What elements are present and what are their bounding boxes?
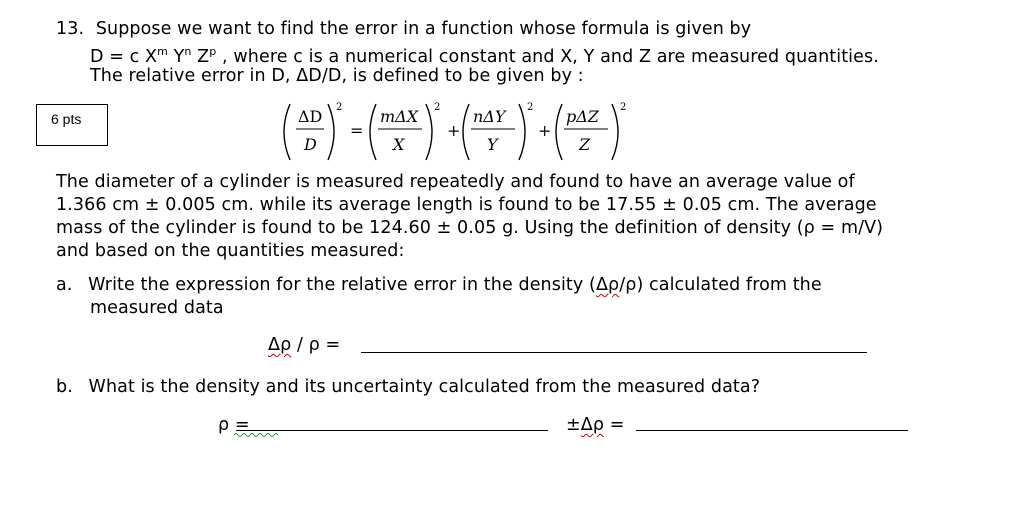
term2-denominator: Y	[487, 135, 498, 154]
density-answer-blank[interactable]	[236, 430, 548, 431]
relative-error-definition: The relative error in D, ΔD/D, is defined to be given by :	[90, 66, 584, 86]
part-b-question: b. What is the density and its uncertainty calculated from the measured data?	[56, 377, 761, 397]
density-answer-label: ρ =	[218, 415, 250, 435]
part-a-label: a.	[56, 275, 73, 295]
question-number: 13.	[56, 19, 85, 39]
equals-sign: =	[350, 121, 364, 140]
plus-sign-1: +	[447, 121, 461, 140]
points-label: 6 pts	[51, 111, 82, 127]
points-box	[36, 104, 108, 146]
term1-denominator: X	[393, 135, 405, 154]
part-b-label: b.	[56, 377, 73, 397]
rel-error-symbol: Δρ	[595, 275, 620, 295]
formula-line: D = c $X^m$ $Y^n$ $Z^p$ , where c is a numerical constant and X, Y and Z are measured quantities.	[90, 45, 879, 67]
term3-denominator: Z	[579, 135, 591, 154]
term1-power: 2	[434, 102, 441, 113]
part-a-question-line2: measured data	[90, 298, 224, 318]
part-a-answer-blank[interactable]	[361, 352, 867, 353]
body-text-line-2: 1.366 cm ± 0.005 cm. while its average length is found to be 17.55 ± 0.05 cm. The average	[56, 195, 877, 215]
plus-sign-2: +	[538, 121, 552, 140]
term2-numerator: nΔY	[473, 107, 506, 126]
term3-numerator: pΔZ	[566, 107, 599, 126]
part-a-answer-label: Δρ / ρ =	[268, 335, 341, 355]
lhs-denominator: D	[304, 135, 317, 154]
grammar-squiggle	[234, 432, 278, 438]
term1-numerator: mΔX	[380, 107, 419, 126]
body-text-line-3: mass of the cylinder is found to be 124.60 ± 0.05 g. Using the definition of density (ρ = m/V)	[56, 218, 884, 238]
relative-error-equation	[276, 98, 636, 168]
lhs-numerator: ΔD	[298, 107, 323, 126]
part-a-question: a. Write the expression for the relative error in the density (Δρ/ρ) calculated from the	[56, 275, 822, 295]
uncertainty-answer-label: ±Δρ =	[566, 415, 625, 435]
body-text-line-4: and based on the quantities measured:	[56, 241, 405, 261]
term3-power: 2	[620, 102, 627, 113]
term2-power: 2	[527, 102, 534, 113]
lhs-power: 2	[336, 102, 343, 113]
question-intro: Suppose we want to find the error in a function whose formula is given by	[95, 19, 752, 39]
uncertainty-answer-blank[interactable]	[636, 430, 908, 431]
body-text-line-1: The diameter of a cylinder is measured repeatedly and found to have an average value of	[56, 172, 855, 192]
